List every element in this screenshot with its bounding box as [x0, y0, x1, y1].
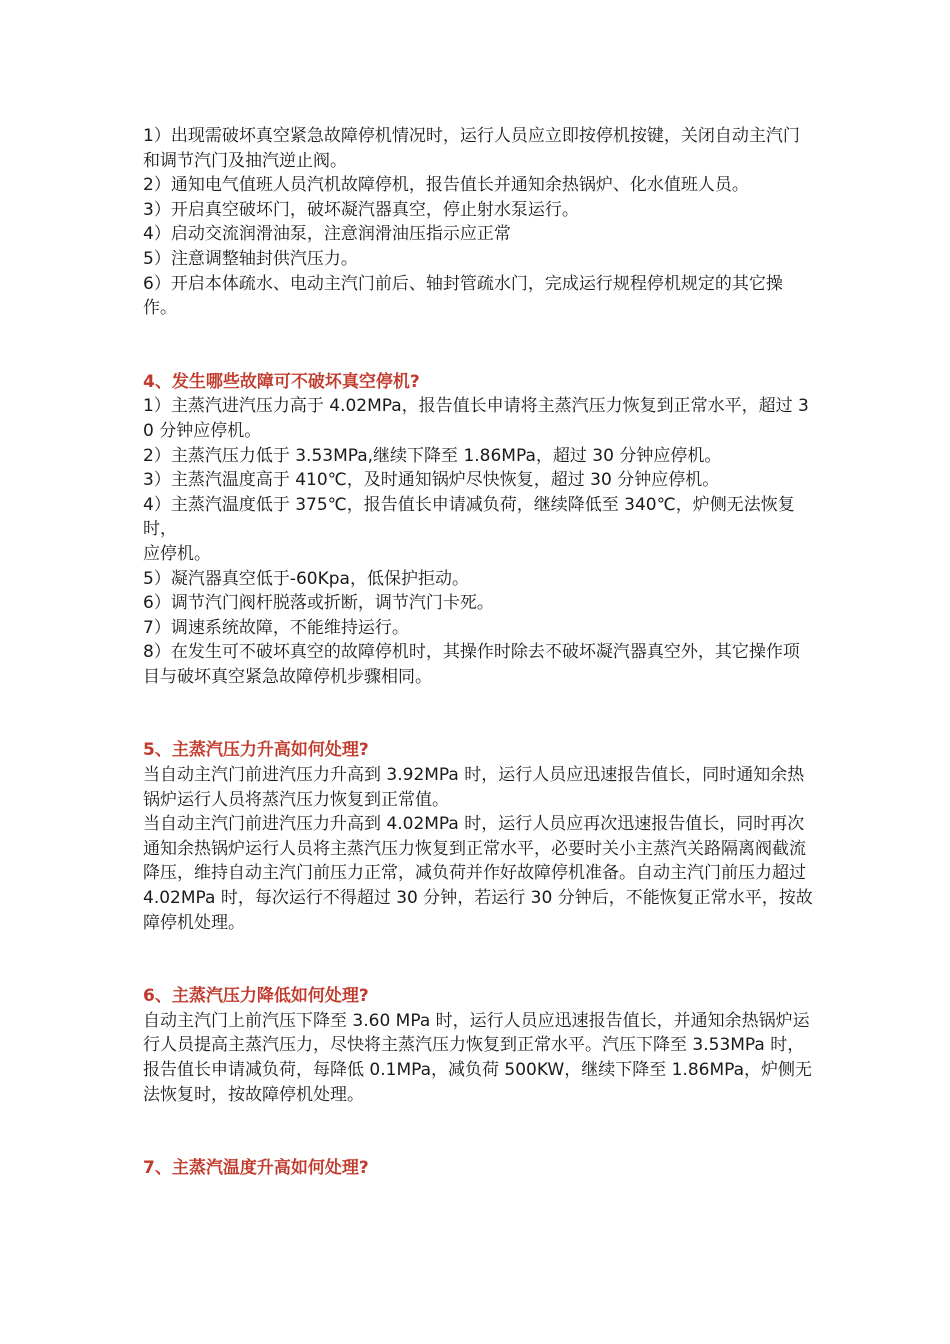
section-heading: 4、发生哪些故障可不破坏真空停机?: [143, 371, 420, 392]
section-heading: 6、主蒸汽压力降低如何处理?: [143, 986, 369, 1007]
list-item: 2）通知电气值班人员汽机故障停机，报告值长并通知余热锅炉、化水值班人员。: [143, 175, 749, 196]
list-item: 应停机。: [143, 543, 211, 564]
list-item: 8）在发生可不破坏真空的故障停机时，其操作时除去不破坏凝汽器真空外，其它操作项目与破坏真空紧急故障停机步骤相同。: [143, 642, 800, 687]
list-item: 7）调速系统故障，不能维持运行。: [143, 617, 409, 638]
list-item: 3）开启真空破坏门，破坏凝汽器真空，停止射水泵运行。: [143, 199, 579, 220]
section-spacer: [143, 935, 815, 984]
document-page: [143, 124, 815, 1181]
list-item: 6）开启本体疏水、电动主汽门前后、轴封管疏水门，完成运行规程停机规定的其它操作。: [143, 273, 783, 319]
section-6: [143, 984, 815, 1107]
list-item: 6）调节汽门阀杆脱落或折断，调节汽门卡死。: [143, 593, 494, 614]
section-spacer: [143, 689, 815, 738]
section-7: [143, 1156, 815, 1181]
section-spacer: [143, 321, 815, 370]
list-item: 3）主蒸汽温度高于 410℃，及时通知锅炉尽快恢复，超过 30 分钟应停机。: [143, 470, 720, 491]
list-item: 2）主蒸汽压力低于 3.53MPa,继续下降至 1.86MPa，超过 30 分钟应停机。: [143, 445, 722, 466]
paragraph: 当自动主汽门前进汽压力升高到 3.92MPa 时，运行人员应迅速报告值长，同时通知余热锅炉运行人员将蒸汽压力恢复到正常值。: [143, 765, 805, 810]
list-item: 5）注意调整轴封供汽压力。: [143, 248, 358, 269]
list-item: 4）启动交流润滑油泵，注意润滑油压指示应正常: [143, 224, 511, 245]
section-4: [143, 370, 815, 690]
list-item: 5）凝汽器真空低于-60Kpa，低保护拒动。: [143, 568, 469, 589]
section-3-body: [143, 124, 815, 321]
list-item: 1）出现需破坏真空紧急故障停机情况时，运行人员应立即按停机按键，关闭自动主汽门和调节汽门及抽汽逆止阀。: [143, 126, 800, 171]
paragraph: 当自动主汽门前进汽压力升高到 4.02MPa 时，运行人员应再次迅速报告值长，同时再次通知余热锅炉运行人员将主蒸汽压力恢复到正常水平，必要时关小主蒸汽关路隔离阀截流降压，维持自动主汽门前压力正常，减负荷并作好故障停机准备。自动主汽门前压力超过 4.02MPa 时，每次运行不得超过 30 分钟，若运行 30 分钟后，不能恢复正常水平，按故障停机处理。: [143, 814, 813, 933]
section-5: [143, 738, 815, 935]
list-item: 1）主蒸汽进汽压力高于 4.02MPa，报告值长申请将主蒸汽压力恢复到正常水平，超过 30 分钟应停机。: [143, 396, 809, 441]
section-heading: 7、主蒸汽温度升高如何处理?: [143, 1158, 369, 1179]
list-item: 4）主蒸汽温度低于 375℃，报告值长申请减负荷，继续降低至 340℃，炉侧无法恢复时，: [143, 494, 795, 540]
paragraph: 自动主汽门上前汽压下降至 3.60 MPa 时，运行人员应迅速报告值长，并通知余热锅炉运行人员提高主蒸汽压力，尽快将主蒸汽压力恢复到正常水平。汽压下降至 3.53MPa 时，报告值长申请减负荷，每降低 0.1MPa，减负荷 500KW，继续下降至 1.86MPa，炉侧无法恢复时，按故障停机处理。: [143, 1010, 813, 1105]
section-spacer: [143, 1107, 815, 1156]
section-heading: 5、主蒸汽压力升高如何处理?: [143, 740, 369, 761]
